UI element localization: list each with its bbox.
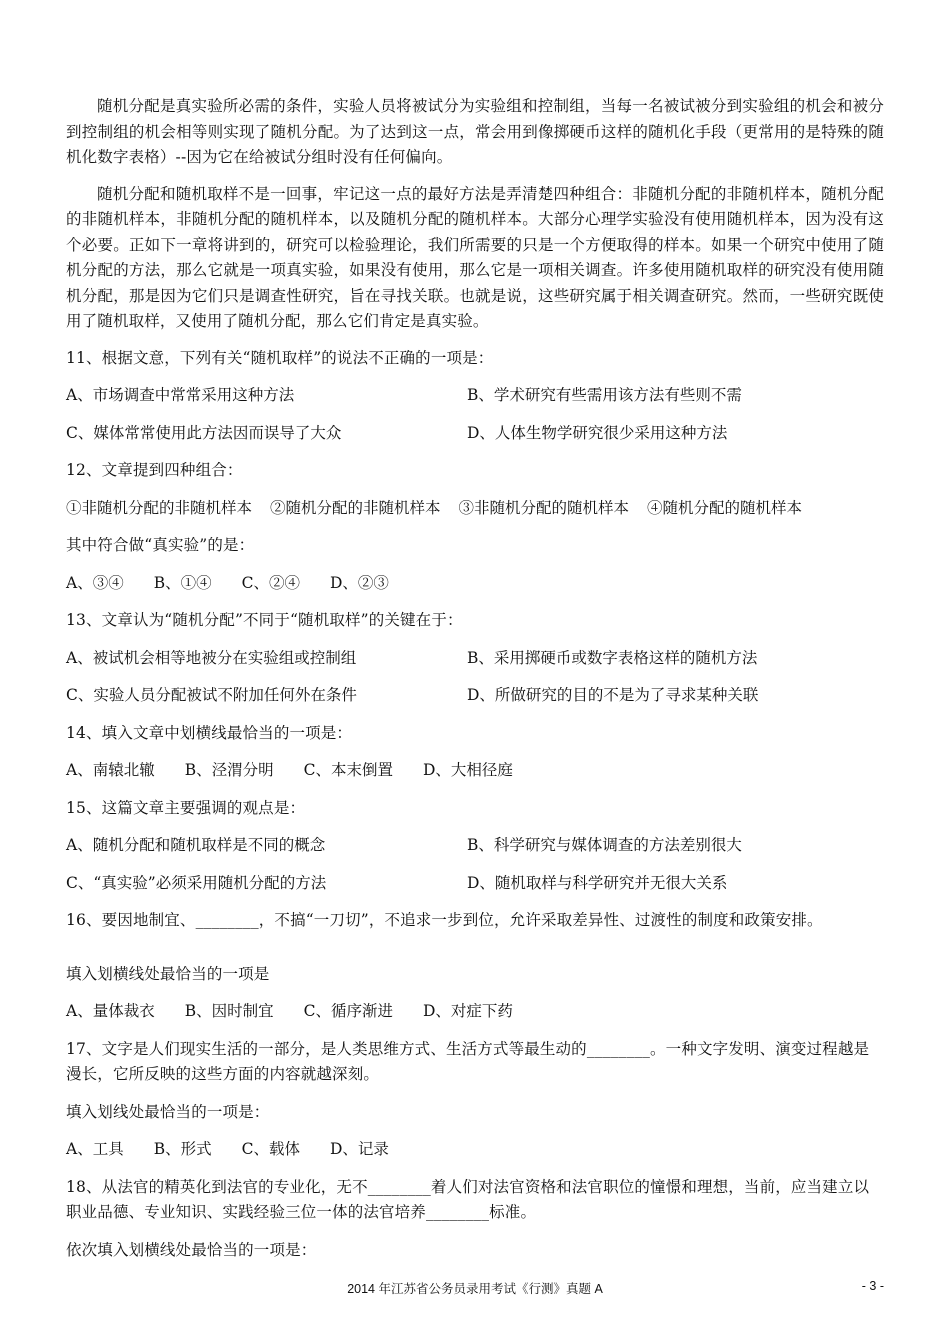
- question-14-option-c: C、本末倒置: [303, 761, 393, 779]
- question-18-sub: 依次填入划横线处最恰当的一项是：: [66, 1240, 317, 1259]
- question-15-options-row-2: [66, 871, 884, 897]
- question-11-option-c: C、媒体常常使用此方法因而误导了大众: [66, 423, 342, 442]
- question-13-stem: 13、文章认为“随机分配”不同于“随机取样”的关键在于：: [66, 611, 463, 629]
- question-12-option-c: C、②④: [241, 573, 300, 592]
- question-16-option-c: C、循序渐进: [303, 1002, 393, 1020]
- question-15-option-b: B、科学研究与媒体调查的方法差别很大: [467, 836, 742, 854]
- combination-4: ④随机分配的随机样本: [647, 498, 803, 517]
- combination-1: ①非随机分配的非随机样本: [66, 498, 253, 517]
- question-13-option-a: A、被试机会相等地被分在实验组或控制组: [66, 648, 357, 667]
- combination-2: ②随机分配的非随机样本: [270, 498, 441, 517]
- question-16-option-d: D、对症下药: [422, 1002, 513, 1020]
- document-body: [66, 94, 884, 1275]
- question-11-option-b: B、学术研究有些需用该方法有些则不需: [467, 386, 742, 404]
- question-12-sub: 其中符合做“真实验”的是：: [66, 536, 255, 554]
- question-17-sub: 填入划线处最恰当的一项是：: [66, 1102, 270, 1121]
- question-11-option-a: A、市场调查中常常采用这种方法: [66, 386, 295, 404]
- question-17-option-d: D、记录: [329, 1140, 389, 1158]
- question-12-options: [66, 571, 884, 597]
- footer-title: 2014 年江苏省公务员录用考试《行测》真题 A: [347, 1282, 603, 1296]
- question-14-option-a: A、南辕北辙: [66, 761, 155, 779]
- question-11-options-row-2: [66, 421, 884, 447]
- question-17-option-c: C、载体: [241, 1140, 300, 1158]
- question-13-option-b: B、采用掷硬币或数字表格这样的随机方法: [467, 648, 758, 667]
- question-14-option-d: D、大相径庭: [422, 761, 513, 779]
- question-16-option-a: A、量体裁衣: [66, 1002, 155, 1020]
- question-11-option-d: D、人体生物学研究很少采用这种方法: [467, 423, 728, 442]
- combination-3: ③非随机分配的随机样本: [458, 498, 630, 517]
- question-17-option-b: B、形式: [153, 1140, 212, 1158]
- passage-paragraph-1: 随机分配是真实验所必需的条件，实验人员将被试分为实验组和控制组，当每一名被试被分到实验组的机会和被分到控制组的机会相等则实现了随机分配。为了达到这一点，常会用到像掷硬币这样的随机化手段（更常用的是特殊的随机化数字表格）--因为它在给被试分组时没有任何偏向。: [66, 97, 884, 166]
- question-11-stem: 11、根据文意，下列有关“随机取样”的说法不正确的一项是：: [66, 348, 494, 367]
- question-17-options: [66, 1137, 884, 1163]
- question-13-options-row-2: [66, 683, 884, 709]
- question-16-option-b: B、因时制宜: [184, 1002, 274, 1020]
- question-15-stem: 15、这篇文章主要强调的观点是：: [66, 798, 306, 817]
- question-16-stem: 16、要因地制宜、________，不搞“一刀切”，不追求一步到位，允许采取差异性、过渡性的制度和政策安排。: [66, 911, 823, 929]
- question-14-options: [66, 758, 884, 784]
- question-13-option-d: D、所做研究的目的不是为了寻求某种关联: [467, 686, 759, 704]
- question-18-stem: 18、从法官的精英化到法官的专业化，无不________着人们对法官资格和法官职位的憧憬和理想，当前，应当建立以职业品德、专业知识、实践经验三位一体的法官培养________标准。: [66, 1177, 870, 1221]
- question-12-option-a: A、③④: [66, 573, 124, 592]
- question-17-option-a: A、工具: [66, 1140, 124, 1158]
- question-16-options: [66, 999, 884, 1025]
- question-13-option-c: C、实验人员分配被试不附加任何外在条件: [66, 686, 357, 704]
- passage-paragraph-2: 随机分配和随机取样不是一回事，牢记这一点的最好方法是弄清楚四种组合：非随机分配的非随机样本，随机分配的非随机样本，非随机分配的随机样本，以及随机分配的随机样本。大部分心理学实验没有使用随机样本，因为没有这个必要。正如下一章将讲到的，研究可以检验理论，我们所需要的只是一个方便取得的样本。如果一个研究中使用了随机分配的方法，那么它就是一项真实验，如果没有使用，那么它是一项相关调查。许多使用随机取样的研究没有使用随机分配，那是因为它们只是调查性研究，旨在寻找关联。也就是说，这些研究属于相关调查研究。然而，一些研究既使用了随机取样，又使用了随机分配，那么它们肯定是真实验。: [66, 184, 884, 330]
- question-12-combinations: [66, 496, 884, 522]
- question-15-option-a: A、随机分配和随机取样是不同的概念: [66, 836, 326, 854]
- question-13-options-row-1: [66, 646, 884, 672]
- question-14-option-b: B、泾渭分明: [184, 761, 274, 779]
- question-12-option-d: D、②③: [329, 573, 389, 592]
- question-15-option-c: C、“真实验”必须采用随机分配的方法: [66, 873, 327, 892]
- question-12-option-b: B、①④: [153, 573, 212, 592]
- question-17-stem: 17、文字是人们现实生活的一部分，是人类思维方式、生活方式等最生动的________。一种文字发明、演变过程越是漫长，它所反映的这些方面的内容就越深刻。: [66, 1039, 870, 1083]
- question-14-stem: 14、填入文章中划横线最恰当的一项是：: [66, 723, 353, 742]
- question-11-options-row-1: [66, 383, 884, 409]
- question-16-sub: 填入划横线处最恰当的一项是: [66, 964, 270, 983]
- page-number: - 3 -: [861, 1279, 884, 1293]
- question-15-options-row-1: [66, 833, 884, 859]
- question-12-stem: 12、文章提到四种组合：: [66, 461, 243, 479]
- question-15-option-d: D、随机取样与科学研究并无很大关系: [467, 873, 728, 892]
